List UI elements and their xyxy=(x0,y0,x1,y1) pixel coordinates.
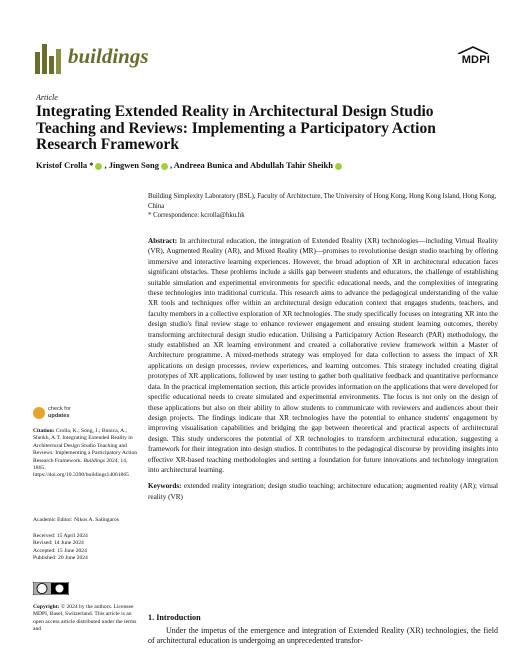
accepted-date: Accepted: 15 June 2024 xyxy=(33,547,87,554)
orcid-icon[interactable] xyxy=(335,163,342,170)
affiliation-block xyxy=(148,192,498,221)
publisher-logo: MDPI xyxy=(461,54,490,66)
author-name: Jingwen Song xyxy=(108,160,160,170)
revised-date: Revised: 14 June 2024 xyxy=(33,540,84,547)
orcid-icon[interactable] xyxy=(95,163,102,170)
author-name: Andreea Bunica xyxy=(173,160,233,170)
affiliation: Building Simplexity Laboratory (BSL), Faculty of Architecture, The University of Hong Kong, Hong Kong Island, Hong Kong, China xyxy=(148,193,497,210)
check-for-updates-button[interactable]: check for updates xyxy=(33,405,93,425)
orcid-icon[interactable] xyxy=(161,163,168,170)
abstract-text: In architectural education, the integration of Extended Reality (XR) technologies—including Virtual Reality (VR), Augmented Reality (AR), and Mixed Reality (MR)—promises to revolutionise design studio teaching by offering immersive and interactive learning experiences. However, the broad adoption of XR in architectural education faces significant obstacles. These problems include a skills gap between students and educators, the challenge of establishing suitable simulation and experimental environments for specific educational needs, and the complexities of integrating these technologies into traditional curricula. This research aims to advance the pedagogical understanding of the value XR tools and techniques offer within an architectural design education context that engages students, teachers, and faculty members in a collective exploration of XR technologies. The study specifically focuses on integrating XR into the design studio's final review stage to enhance reviewer engagement and ensuing student learning outcomes, thereby transforming architectural design studio education. Utilising a Participatory Action Research (PAR) methodology, the study established an XR learning environment and created a collaborative review framework within a Master of Architecture programme. A mixed-methods strategy was employed for data collection to assess the impact of XR applications on design processes, review experiences, and learning outcomes. This strategy included creating digital prototypes of XR applications, followed by user testing to gather both qualitative feedback and quantitative performance data. In the practical implementation section, this article provides information on the applications that were developed for specific educational needs to create simulated and experimental environments. The focus is not only on the design of these applications but also on their ability to allow students to communicate with reviewers and audiences about their design projects. The findings indicate that XR technologies have the potential to enhance students' engagement by improving visualisation capabilities and bridging the gap between theoretical and practical aspects of architectural design. This study underscores the potential of XR technologies to transform architectural education, suggesting a framework for their integration into design studios. It contributes to the pedagogical discourse by providing insights into effective XR-based teaching methodologies and setting a foundation for future innovations and technology integration into architectural learning. xyxy=(148,237,498,474)
mdpi-logo-icon xyxy=(456,46,490,54)
copyright-text: © 2024 by the authors. Licensee MDPI, Basel, Switzerland. This article is an open access article distributed under the terms and xyxy=(33,604,137,633)
dates-block xyxy=(33,533,138,563)
citation-block: Citation: Crolla, K.; Song, J.; Bunica, A.; Sheikh, A.T. Integrating Extended Reality in Architectural Design Studio Teaching and Reviews: Implementing a Participatory Action Research Framework. Buildings 2024, 14, 1865. https://doi.org/10.3390/buildings14061865 xyxy=(33,428,138,479)
author-list: Kristof Crolla * , Jingwen Song , Andreea Bunica and Abdullah Tahir Sheikh xyxy=(36,160,344,170)
abstract xyxy=(148,236,498,475)
journal-logo-icon xyxy=(35,44,62,74)
copyright-block: Copyright: © 2024 by the authors. Licensee MDPI, Basel, Switzerland. This article is an open access article distributed under the terms and xyxy=(33,604,137,633)
doi-link[interactable]: https://doi.org/10.3390/buildings14061865 xyxy=(33,472,129,479)
introduction-text: Under the impetus of the emergence and integration of Extended Reality (XR) technologies, the field of architectural education is undergoing an unprecedented transfor- xyxy=(148,626,498,645)
author-name: Kristof Crolla xyxy=(36,160,88,170)
journal-name: buildings xyxy=(68,44,149,68)
article-title: Integrating Extended Reality in Architectural Design Studio Teaching and Reviews: Implementing a Participatory Action Research Framework xyxy=(36,103,436,153)
crossmark-icon xyxy=(33,407,45,419)
received-date: Received: 15 April 2024 xyxy=(33,533,88,539)
keywords-text: extended reality integration; design studio teaching; architecture education; augmented reality (AR); virtual reality (VR) xyxy=(148,482,499,501)
academic-editor: Academic Editor: Nikos A. Salingaros xyxy=(33,517,119,523)
section-heading: 1. Introduction xyxy=(148,613,201,622)
cc-by-license-icon[interactable] xyxy=(33,582,69,595)
author-name: Abdullah Tahir Sheikh xyxy=(249,160,333,170)
published-date: Published: 20 June 2024 xyxy=(33,555,88,562)
article-type: Article xyxy=(36,93,58,102)
correspondence[interactable]: * Correspondence: kcrolla@hku.hk xyxy=(148,212,245,219)
keywords-label: Keywords: xyxy=(148,482,182,491)
keywords xyxy=(148,481,498,502)
abstract-block xyxy=(148,236,498,502)
abstract-label: Abstract: xyxy=(148,237,178,245)
citation-text: Crolla, K.; Song, J.; Bunica, A.; Sheikh, A.T. Integrating Extended Reality in Architectural Design Studio Teaching and Reviews: Implementing a Participatory Action Research Framework. xyxy=(33,428,138,464)
